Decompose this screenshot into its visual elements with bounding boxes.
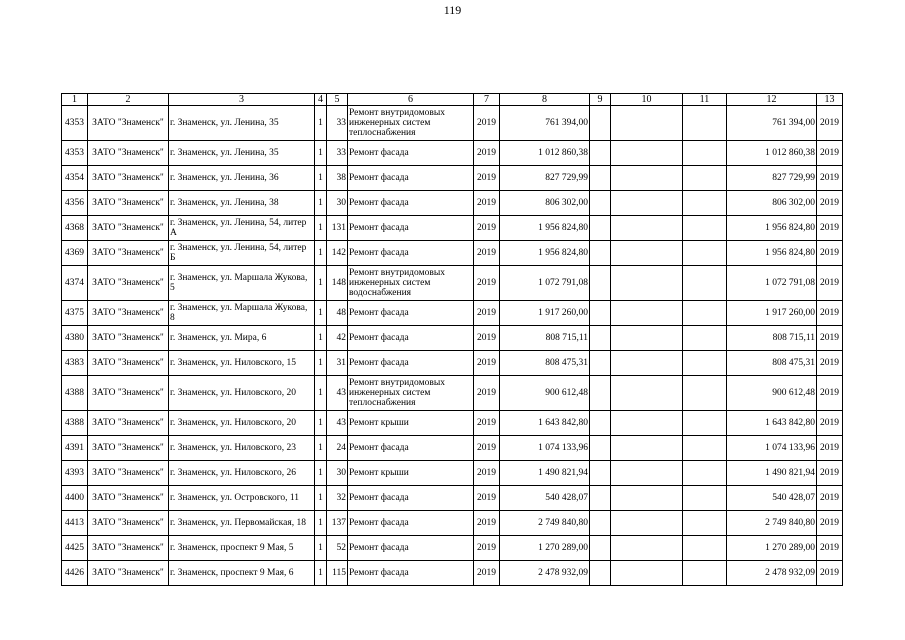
cell-col-6: Ремонт внутридомовых инженерных систем водоснабжения: [348, 266, 474, 301]
cell-col-11: [683, 266, 727, 301]
table-row: [62, 511, 843, 536]
column-header-2: 2: [88, 94, 169, 106]
cell-col-10: [611, 486, 683, 511]
cell-col-2: ЗАТО "Знаменск": [88, 266, 169, 301]
cell-col-1: 4353: [62, 141, 88, 166]
cell-col-4: 1: [315, 326, 327, 351]
cell-col-6: Ремонт внутридомовых инженерных систем теплоснабжения: [348, 106, 474, 141]
cell-col-9: [590, 266, 611, 301]
cell-col-1: 4369: [62, 241, 88, 266]
column-header-7: 7: [474, 94, 500, 106]
cell-col-11: [683, 301, 727, 326]
cell-col-11: [683, 166, 727, 191]
cell-col-6: Ремонт крыши: [348, 411, 474, 436]
cell-col-7: 2019: [474, 326, 500, 351]
table-row: [62, 411, 843, 436]
cell-col-9: [590, 106, 611, 141]
table-row: [62, 436, 843, 461]
cell-col-13: 2019: [817, 376, 843, 411]
table-row: [62, 166, 843, 191]
cell-col-8: 1 270 289,00: [500, 536, 590, 561]
cell-col-1: 4375: [62, 301, 88, 326]
cell-col-6: Ремонт фасада: [348, 241, 474, 266]
cell-col-11: [683, 411, 727, 436]
cell-col-4: 1: [315, 166, 327, 191]
cell-col-2: ЗАТО "Знаменск": [88, 141, 169, 166]
cell-col-3: г. Знаменск, ул. Ниловского, 20: [169, 376, 315, 411]
cell-col-2: ЗАТО "Знаменск": [88, 376, 169, 411]
column-header-13: 13: [817, 94, 843, 106]
cell-col-5: 142: [327, 241, 348, 266]
cell-col-1: 4391: [62, 436, 88, 461]
cell-col-13: 2019: [817, 301, 843, 326]
cell-col-1: 4374: [62, 266, 88, 301]
header-row: [62, 94, 843, 106]
cell-col-10: [611, 216, 683, 241]
cell-col-6: Ремонт фасада: [348, 326, 474, 351]
cell-col-13: 2019: [817, 106, 843, 141]
cell-col-3: г. Знаменск, ул. Ленина, 36: [169, 166, 315, 191]
cell-col-9: [590, 216, 611, 241]
cell-col-6: Ремонт крыши: [348, 461, 474, 486]
cell-col-10: [611, 436, 683, 461]
cell-col-8: 540 428,07: [500, 486, 590, 511]
cell-col-7: 2019: [474, 486, 500, 511]
cell-col-7: 2019: [474, 436, 500, 461]
cell-col-7: 2019: [474, 241, 500, 266]
cell-col-3: г. Знаменск, ул. Ниловского, 20: [169, 411, 315, 436]
cell-col-2: ЗАТО "Знаменск": [88, 326, 169, 351]
cell-col-8: 1 072 791,08: [500, 266, 590, 301]
cell-col-2: ЗАТО "Знаменск": [88, 436, 169, 461]
cell-col-8: 1 490 821,94: [500, 461, 590, 486]
cell-col-8: 1 643 842,80: [500, 411, 590, 436]
cell-col-5: 38: [327, 166, 348, 191]
cell-col-10: [611, 141, 683, 166]
cell-col-9: [590, 301, 611, 326]
cell-col-7: 2019: [474, 166, 500, 191]
column-header-8: 8: [500, 94, 590, 106]
cell-col-10: [611, 106, 683, 141]
cell-col-6: Ремонт фасада: [348, 141, 474, 166]
cell-col-6: Ремонт фасада: [348, 301, 474, 326]
cell-col-12: 2 749 840,80: [727, 511, 817, 536]
cell-col-4: 1: [315, 486, 327, 511]
table-row: [62, 486, 843, 511]
cell-col-1: 4388: [62, 376, 88, 411]
cell-col-4: 1: [315, 461, 327, 486]
cell-col-8: 808 475,31: [500, 351, 590, 376]
cell-col-1: 4353: [62, 106, 88, 141]
cell-col-11: [683, 376, 727, 411]
cell-col-4: 1: [315, 241, 327, 266]
cell-col-9: [590, 461, 611, 486]
cell-col-3: г. Знаменск, проспект 9 Мая, 5: [169, 536, 315, 561]
cell-col-6: Ремонт фасада: [348, 191, 474, 216]
cell-col-11: [683, 561, 727, 586]
cell-col-4: 1: [315, 141, 327, 166]
cell-col-10: [611, 241, 683, 266]
cell-col-10: [611, 376, 683, 411]
cell-col-9: [590, 241, 611, 266]
cell-col-13: 2019: [817, 191, 843, 216]
cell-col-13: 2019: [817, 216, 843, 241]
cell-col-6: Ремонт фасада: [348, 216, 474, 241]
column-header-9: 9: [590, 94, 611, 106]
cell-col-7: 2019: [474, 411, 500, 436]
cell-col-5: 33: [327, 106, 348, 141]
cell-col-8: 806 302,00: [500, 191, 590, 216]
cell-col-13: 2019: [817, 511, 843, 536]
cell-col-3: г. Знаменск, ул. Мира, 6: [169, 326, 315, 351]
cell-col-3: г. Знаменск, ул. Ленина, 54, литер А: [169, 216, 315, 241]
cell-col-2: ЗАТО "Знаменск": [88, 486, 169, 511]
cell-col-12: 540 428,07: [727, 486, 817, 511]
table-row: [62, 461, 843, 486]
cell-col-13: 2019: [817, 486, 843, 511]
cell-col-1: 4356: [62, 191, 88, 216]
cell-col-8: 900 612,48: [500, 376, 590, 411]
table-row: [62, 561, 843, 586]
cell-col-5: 24: [327, 436, 348, 461]
cell-col-7: 2019: [474, 536, 500, 561]
cell-col-10: [611, 511, 683, 536]
cell-col-13: 2019: [817, 141, 843, 166]
cell-col-7: 2019: [474, 351, 500, 376]
cell-col-5: 43: [327, 411, 348, 436]
cell-col-5: 31: [327, 351, 348, 376]
cell-col-9: [590, 141, 611, 166]
cell-col-2: ЗАТО "Знаменск": [88, 166, 169, 191]
cell-col-5: 115: [327, 561, 348, 586]
cell-col-11: [683, 436, 727, 461]
table-row: [62, 376, 843, 411]
cell-col-10: [611, 326, 683, 351]
cell-col-6: Ремонт фасада: [348, 486, 474, 511]
cell-col-4: 1: [315, 511, 327, 536]
cell-col-4: 1: [315, 106, 327, 141]
column-header-4: 4: [315, 94, 327, 106]
cell-col-2: ЗАТО "Знаменск": [88, 536, 169, 561]
cell-col-12: 1 956 824,80: [727, 216, 817, 241]
cell-col-10: [611, 461, 683, 486]
cell-col-4: 1: [315, 266, 327, 301]
column-header-10: 10: [611, 94, 683, 106]
cell-col-6: Ремонт внутридомовых инженерных систем теплоснабжения: [348, 376, 474, 411]
cell-col-11: [683, 351, 727, 376]
cell-col-12: 2 478 932,09: [727, 561, 817, 586]
cell-col-9: [590, 486, 611, 511]
cell-col-1: 4426: [62, 561, 88, 586]
repair-register-table: [61, 93, 843, 586]
cell-col-2: ЗАТО "Знаменск": [88, 351, 169, 376]
cell-col-7: 2019: [474, 461, 500, 486]
cell-col-13: 2019: [817, 411, 843, 436]
cell-col-7: 2019: [474, 216, 500, 241]
cell-col-12: 1 643 842,80: [727, 411, 817, 436]
cell-col-3: г. Знаменск, ул. Ниловского, 23: [169, 436, 315, 461]
cell-col-5: 52: [327, 536, 348, 561]
cell-col-5: 148: [327, 266, 348, 301]
cell-col-5: 32: [327, 486, 348, 511]
table-header: [62, 94, 843, 106]
cell-col-9: [590, 166, 611, 191]
cell-col-1: 4425: [62, 536, 88, 561]
cell-col-6: Ремонт фасада: [348, 536, 474, 561]
cell-col-3: г. Знаменск, ул. Ленина, 38: [169, 191, 315, 216]
cell-col-7: 2019: [474, 511, 500, 536]
cell-col-3: г. Знаменск, ул. Маршала Жукова, 5: [169, 266, 315, 301]
table-row: [62, 141, 843, 166]
cell-col-12: 806 302,00: [727, 191, 817, 216]
cell-col-13: 2019: [817, 266, 843, 301]
cell-col-1: 4400: [62, 486, 88, 511]
cell-col-12: 808 715,11: [727, 326, 817, 351]
cell-col-8: 1 917 260,00: [500, 301, 590, 326]
cell-col-12: 1 270 289,00: [727, 536, 817, 561]
cell-col-3: г. Знаменск, ул. Ленина, 54, литер Б: [169, 241, 315, 266]
cell-col-6: Ремонт фасада: [348, 511, 474, 536]
cell-col-8: 1 012 860,38: [500, 141, 590, 166]
cell-col-3: г. Знаменск, ул. Ленина, 35: [169, 141, 315, 166]
cell-col-10: [611, 536, 683, 561]
cell-col-11: [683, 461, 727, 486]
table-row: [62, 266, 843, 301]
cell-col-3: г. Знаменск, ул. Ниловского, 15: [169, 351, 315, 376]
cell-col-9: [590, 326, 611, 351]
table-body: [62, 106, 843, 586]
cell-col-1: 4388: [62, 411, 88, 436]
cell-col-3: г. Знаменск, ул. Маршала Жукова, 8: [169, 301, 315, 326]
table-row: [62, 191, 843, 216]
cell-col-13: 2019: [817, 561, 843, 586]
cell-col-1: 4383: [62, 351, 88, 376]
cell-col-12: 1 956 824,80: [727, 241, 817, 266]
cell-col-9: [590, 561, 611, 586]
cell-col-1: 4368: [62, 216, 88, 241]
cell-col-10: [611, 561, 683, 586]
cell-col-13: 2019: [817, 166, 843, 191]
cell-col-8: 2 478 932,09: [500, 561, 590, 586]
cell-col-4: 1: [315, 376, 327, 411]
cell-col-4: 1: [315, 436, 327, 461]
column-header-12: 12: [727, 94, 817, 106]
cell-col-10: [611, 411, 683, 436]
cell-col-11: [683, 216, 727, 241]
table-row: [62, 301, 843, 326]
cell-col-11: [683, 536, 727, 561]
cell-col-7: 2019: [474, 191, 500, 216]
cell-col-12: 1 072 791,08: [727, 266, 817, 301]
cell-col-8: 808 715,11: [500, 326, 590, 351]
cell-col-11: [683, 326, 727, 351]
cell-col-1: 4393: [62, 461, 88, 486]
cell-col-6: Ремонт фасада: [348, 561, 474, 586]
cell-col-7: 2019: [474, 106, 500, 141]
cell-col-4: 1: [315, 411, 327, 436]
cell-col-12: 761 394,00: [727, 106, 817, 141]
cell-col-7: 2019: [474, 561, 500, 586]
cell-col-3: г. Знаменск, ул. Первомайская, 18: [169, 511, 315, 536]
cell-col-11: [683, 486, 727, 511]
cell-col-12: 1 490 821,94: [727, 461, 817, 486]
cell-col-3: г. Знаменск, проспект 9 Мая, 6: [169, 561, 315, 586]
column-header-3: 3: [169, 94, 315, 106]
cell-col-3: г. Знаменск, ул. Ниловского, 26: [169, 461, 315, 486]
cell-col-12: 900 612,48: [727, 376, 817, 411]
cell-col-2: ЗАТО "Знаменск": [88, 301, 169, 326]
cell-col-9: [590, 511, 611, 536]
table-row: [62, 326, 843, 351]
table-row: [62, 106, 843, 141]
cell-col-5: 42: [327, 326, 348, 351]
cell-col-3: г. Знаменск, ул. Островского, 11: [169, 486, 315, 511]
cell-col-11: [683, 141, 727, 166]
cell-col-2: ЗАТО "Знаменск": [88, 461, 169, 486]
cell-col-10: [611, 166, 683, 191]
cell-col-2: ЗАТО "Знаменск": [88, 191, 169, 216]
column-header-1: 1: [62, 94, 88, 106]
cell-col-13: 2019: [817, 326, 843, 351]
cell-col-8: 1 074 133,96: [500, 436, 590, 461]
cell-col-1: 4380: [62, 326, 88, 351]
table-row: [62, 241, 843, 266]
cell-col-9: [590, 436, 611, 461]
cell-col-11: [683, 106, 727, 141]
cell-col-1: 4354: [62, 166, 88, 191]
cell-col-8: 761 394,00: [500, 106, 590, 141]
cell-col-10: [611, 351, 683, 376]
cell-col-4: 1: [315, 191, 327, 216]
cell-col-10: [611, 266, 683, 301]
cell-col-11: [683, 511, 727, 536]
page-number: 119: [443, 3, 462, 17]
cell-col-13: 2019: [817, 461, 843, 486]
table-row: [62, 216, 843, 241]
cell-col-7: 2019: [474, 141, 500, 166]
cell-col-12: 808 475,31: [727, 351, 817, 376]
cell-col-4: 1: [315, 301, 327, 326]
cell-col-8: 1 956 824,80: [500, 216, 590, 241]
cell-col-6: Ремонт фасада: [348, 436, 474, 461]
cell-col-13: 2019: [817, 351, 843, 376]
cell-col-2: ЗАТО "Знаменск": [88, 241, 169, 266]
cell-col-9: [590, 536, 611, 561]
table-row: [62, 536, 843, 561]
cell-col-4: 1: [315, 216, 327, 241]
cell-col-8: 827 729,99: [500, 166, 590, 191]
cell-col-7: 2019: [474, 266, 500, 301]
cell-col-5: 131: [327, 216, 348, 241]
cell-col-2: ЗАТО "Знаменск": [88, 411, 169, 436]
cell-col-8: 1 956 824,80: [500, 241, 590, 266]
column-header-11: 11: [683, 94, 727, 106]
cell-col-8: 2 749 840,80: [500, 511, 590, 536]
cell-col-6: Ремонт фасада: [348, 351, 474, 376]
cell-col-5: 48: [327, 301, 348, 326]
cell-col-12: 1 917 260,00: [727, 301, 817, 326]
cell-col-9: [590, 191, 611, 216]
cell-col-1: 4413: [62, 511, 88, 536]
column-header-5: 5: [327, 94, 348, 106]
cell-col-2: ЗАТО "Знаменск": [88, 216, 169, 241]
cell-col-7: 2019: [474, 301, 500, 326]
cell-col-13: 2019: [817, 436, 843, 461]
cell-col-4: 1: [315, 536, 327, 561]
cell-col-5: 30: [327, 461, 348, 486]
cell-col-12: 1 074 133,96: [727, 436, 817, 461]
cell-col-3: г. Знаменск, ул. Ленина, 35: [169, 106, 315, 141]
cell-col-12: 827 729,99: [727, 166, 817, 191]
cell-col-5: 30: [327, 191, 348, 216]
cell-col-9: [590, 351, 611, 376]
cell-col-5: 137: [327, 511, 348, 536]
cell-col-4: 1: [315, 561, 327, 586]
cell-col-5: 33: [327, 141, 348, 166]
table-row: [62, 351, 843, 376]
cell-col-2: ЗАТО "Знаменск": [88, 511, 169, 536]
cell-col-9: [590, 411, 611, 436]
cell-col-11: [683, 191, 727, 216]
cell-col-4: 1: [315, 351, 327, 376]
cell-col-2: ЗАТО "Знаменск": [88, 561, 169, 586]
cell-col-12: 1 012 860,38: [727, 141, 817, 166]
cell-col-2: ЗАТО "Знаменск": [88, 106, 169, 141]
cell-col-13: 2019: [817, 241, 843, 266]
cell-col-6: Ремонт фасада: [348, 166, 474, 191]
column-header-6: 6: [348, 94, 474, 106]
cell-col-10: [611, 301, 683, 326]
cell-col-9: [590, 376, 611, 411]
cell-col-7: 2019: [474, 376, 500, 411]
cell-col-10: [611, 191, 683, 216]
cell-col-13: 2019: [817, 536, 843, 561]
cell-col-5: 43: [327, 376, 348, 411]
cell-col-11: [683, 241, 727, 266]
